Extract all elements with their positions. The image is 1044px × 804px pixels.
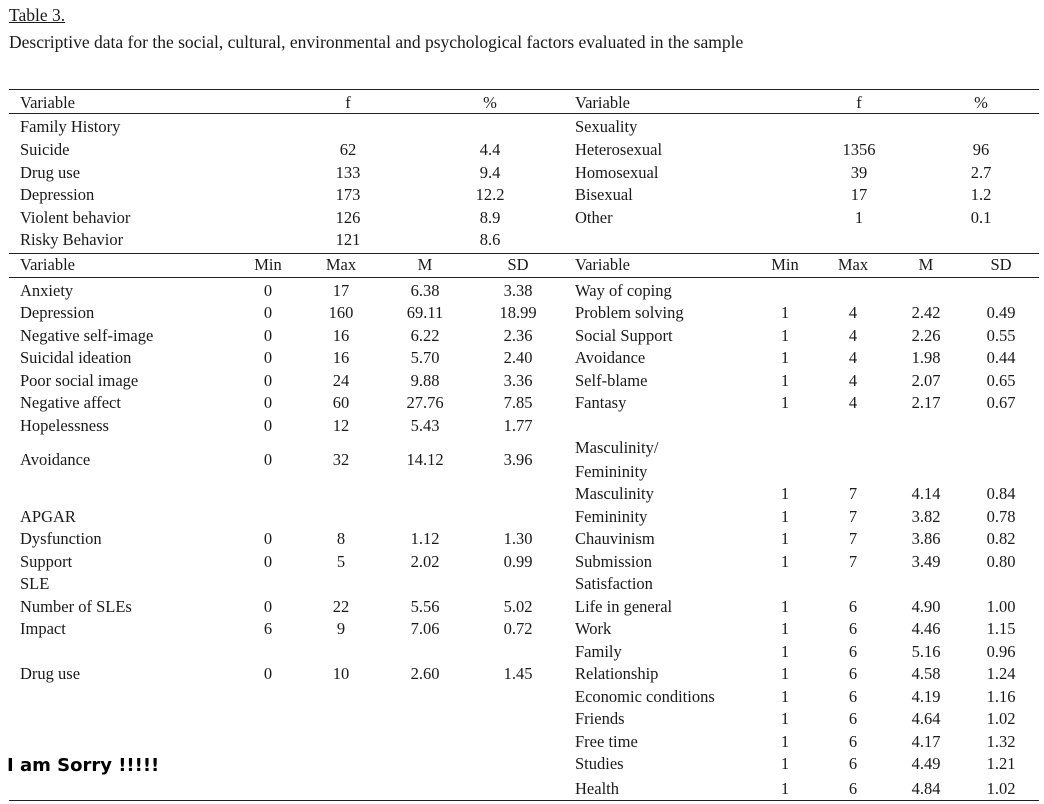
column-header-min: Min — [254, 255, 282, 274]
column-header-m: M — [918, 255, 934, 274]
rule-mid — [9, 253, 1039, 254]
table-caption: Descriptive data for the social, cultural, environmental and psychological factors evaluated in the sample — [9, 32, 744, 52]
cell-max: 6 — [848, 664, 858, 683]
row-label: Family — [575, 642, 622, 661]
column-header-variable: Variable — [20, 93, 75, 112]
cell-sd: 3.96 — [503, 450, 533, 469]
cell-sd: 1.45 — [503, 664, 533, 683]
cell-mean: 4.14 — [911, 484, 941, 503]
cell-sd: 0.96 — [986, 642, 1016, 661]
cell-mean: 2.17 — [911, 393, 941, 412]
cell-sd: 0.78 — [986, 507, 1016, 526]
row-label: Impact — [20, 619, 66, 638]
row-label: Suicidal ideation — [20, 348, 132, 367]
cell-sd: 0.82 — [986, 529, 1016, 548]
row-label: Number of SLEs — [20, 597, 132, 616]
cell-max: 32 — [332, 450, 350, 469]
section-heading-femininity: Femininity — [575, 462, 648, 481]
cell-mean: 2.26 — [911, 326, 941, 345]
section-heading-satisfaction: Satisfaction — [575, 574, 653, 593]
cell-max: 8 — [336, 529, 346, 548]
cell-max: 7 — [848, 507, 858, 526]
column-header-max: Max — [837, 255, 869, 274]
cell-min: 1 — [780, 552, 790, 571]
cell-max: 6 — [848, 642, 858, 661]
cell-min: 6 — [263, 619, 273, 638]
cell-min: 1 — [780, 779, 790, 798]
cell-sd: 1.16 — [986, 687, 1016, 706]
cell-min: 0 — [263, 371, 273, 390]
cell-mean: 9.88 — [410, 371, 440, 390]
cell-mean: 2.07 — [911, 371, 941, 390]
cell-max: 16 — [332, 326, 350, 345]
cell-min: 1 — [780, 348, 790, 367]
cell-min: 1 — [780, 597, 790, 616]
row-label: Life in general — [575, 597, 673, 616]
cell-frequency: 17 — [850, 185, 868, 204]
cell-min: 0 — [263, 303, 273, 322]
cell-min: 0 — [263, 450, 273, 469]
cell-frequency: 173 — [335, 185, 361, 204]
row-label: Masculinity — [575, 484, 654, 503]
cell-mean: 6.38 — [410, 281, 440, 300]
rule-bottom — [9, 800, 1039, 801]
cell-percent: 96 — [972, 140, 990, 159]
cell-max: 160 — [328, 303, 354, 322]
cell-max: 6 — [848, 687, 858, 706]
table-title: Table 3. — [9, 5, 66, 25]
cell-percent: 0.1 — [970, 207, 992, 227]
cell-max: 6 — [848, 709, 858, 728]
row-label: Suicide — [20, 140, 70, 159]
cell-frequency: 62 — [339, 140, 357, 159]
cell-sd: 2.40 — [503, 348, 533, 367]
row-label: Depression — [20, 303, 95, 322]
cell-max: 6 — [848, 619, 858, 638]
cell-min: 1 — [780, 754, 790, 773]
row-label: Anxiety — [20, 281, 74, 300]
cell-max: 10 — [332, 664, 350, 683]
column-header-sd: SD — [990, 255, 1012, 274]
row-label: Drug use — [20, 162, 81, 182]
cell-min: 1 — [780, 371, 790, 390]
rule-header-1 — [9, 113, 1039, 114]
cell-percent: 12.2 — [475, 185, 505, 204]
cell-max: 17 — [332, 281, 350, 300]
section-heading-family-history: Family History — [20, 117, 121, 136]
row-label: Other — [575, 207, 613, 227]
row-label: Bisexual — [575, 185, 633, 204]
cell-frequency: 1 — [854, 207, 864, 227]
cell-max: 4 — [848, 371, 858, 390]
column-header-variable: Variable — [575, 93, 630, 112]
row-label: Homosexual — [575, 162, 659, 182]
cell-mean: 3.86 — [911, 529, 941, 548]
cell-max: 6 — [848, 597, 858, 616]
rule-header-2 — [9, 277, 1039, 278]
cell-sd: 18.99 — [499, 303, 537, 322]
section-heading-sle: SLE — [20, 574, 50, 593]
row-label: Social Support — [575, 326, 673, 345]
cell-min: 0 — [263, 281, 273, 300]
row-label: Avoidance — [20, 450, 91, 469]
cell-sd: 0.67 — [986, 393, 1016, 412]
column-header-variable: Variable — [20, 255, 75, 274]
row-label: Self-blame — [575, 371, 648, 390]
row-label: Work — [575, 619, 612, 638]
cell-mean: 2.02 — [410, 552, 440, 571]
cell-min: 1 — [780, 529, 790, 548]
cell-min: 0 — [263, 326, 273, 345]
row-label: Negative affect — [20, 393, 121, 412]
cell-sd: 0.65 — [986, 371, 1016, 390]
cell-mean: 4.17 — [911, 732, 941, 751]
cell-mean: 4.19 — [911, 687, 941, 706]
cell-min: 0 — [263, 664, 273, 683]
cell-max: 22 — [332, 597, 350, 616]
cell-min: 0 — [263, 529, 273, 548]
cell-sd: 0.44 — [986, 348, 1016, 367]
section-heading-masculinity: Masculinity/ — [575, 438, 659, 457]
cell-mean: 4.84 — [911, 779, 941, 798]
cell-min: 0 — [263, 597, 273, 616]
column-header-max: Max — [325, 255, 357, 274]
cell-mean: 5.16 — [911, 642, 941, 661]
cell-sd: 2.36 — [503, 326, 533, 345]
row-label: Support — [20, 552, 73, 571]
cell-min: 1 — [780, 484, 790, 503]
cell-mean: 3.49 — [911, 552, 941, 571]
row-label: Hopelessness — [20, 416, 109, 435]
cell-mean: 4.49 — [911, 754, 941, 773]
row-label: Risky Behavior — [20, 230, 124, 249]
row-label: Friends — [575, 709, 625, 728]
cell-mean: 5.70 — [410, 348, 440, 367]
cell-min: 1 — [780, 709, 790, 728]
row-label: Submission — [575, 552, 653, 571]
cell-sd: 0.55 — [986, 326, 1016, 345]
column-header-min: Min — [771, 255, 799, 274]
cell-mean: 5.56 — [410, 597, 440, 616]
cell-min: 1 — [780, 303, 790, 322]
row-label: Chauvinism — [575, 529, 655, 548]
cell-sd: 0.84 — [986, 484, 1016, 503]
cell-min: 0 — [263, 416, 273, 435]
cell-percent: 1.2 — [970, 185, 992, 204]
row-label: Economic conditions — [575, 687, 715, 706]
cell-min: 1 — [780, 687, 790, 706]
cell-mean: 14.12 — [406, 450, 444, 469]
cell-mean: 2.60 — [410, 664, 440, 683]
cell-min: 0 — [263, 348, 273, 367]
rule-top — [9, 89, 1039, 90]
cell-percent: 4.4 — [479, 140, 501, 159]
cell-sd: 1.15 — [986, 619, 1016, 638]
cell-percent: 8.6 — [479, 230, 501, 249]
cell-max: 4 — [848, 348, 858, 367]
cell-min: 1 — [780, 326, 790, 345]
row-label: Depression — [20, 185, 95, 204]
cell-frequency: 39 — [850, 162, 868, 182]
cell-sd: 5.02 — [503, 597, 533, 616]
section-heading-sexuality: Sexuality — [575, 117, 638, 136]
row-label: Heterosexual — [575, 140, 663, 159]
column-header-percent: % — [974, 93, 988, 112]
cell-sd: 1.77 — [503, 416, 533, 435]
cell-mean: 4.46 — [911, 619, 941, 638]
overlay-text: I am Sorry !!!!! — [7, 755, 160, 776]
cell-min: 1 — [780, 732, 790, 751]
cell-sd: 3.38 — [503, 281, 533, 300]
cell-max: 4 — [848, 303, 858, 322]
cell-sd: 1.21 — [986, 754, 1016, 773]
cell-min: 1 — [780, 393, 790, 412]
cell-sd: 3.36 — [503, 371, 533, 390]
column-header-sd: SD — [507, 255, 529, 274]
cell-sd: 0.99 — [503, 552, 533, 571]
row-label: Negative self-image — [20, 326, 154, 345]
cell-min: 1 — [780, 642, 790, 661]
cell-frequency: 121 — [335, 230, 361, 249]
cell-sd: 1.02 — [986, 709, 1016, 728]
row-label: Studies — [575, 754, 624, 773]
cell-mean: 7.06 — [410, 619, 440, 638]
cell-max: 6 — [848, 754, 858, 773]
cell-frequency: 133 — [335, 162, 361, 182]
cell-sd: 1.30 — [503, 529, 533, 548]
row-label: Health — [575, 779, 619, 798]
cell-frequency: 1356 — [842, 140, 876, 159]
cell-percent: 9.4 — [479, 162, 501, 182]
cell-max: 4 — [848, 393, 858, 412]
cell-mean: 6.22 — [410, 326, 440, 345]
cell-max: 16 — [332, 348, 350, 367]
cell-max: 6 — [848, 779, 858, 798]
cell-sd: 1.00 — [986, 597, 1016, 616]
cell-max: 60 — [332, 393, 350, 412]
row-label: Violent behavior — [20, 207, 131, 227]
row-label: Fantasy — [575, 393, 627, 412]
cell-sd: 1.02 — [986, 779, 1016, 798]
cell-mean: 1.98 — [911, 348, 941, 367]
cell-max: 7 — [848, 529, 858, 548]
cell-frequency: 126 — [335, 207, 361, 227]
cell-sd: 0.80 — [986, 552, 1016, 571]
cell-min: 1 — [780, 619, 790, 638]
cell-max: 5 — [336, 552, 346, 571]
cell-min: 1 — [780, 507, 790, 526]
cell-mean: 3.82 — [911, 507, 941, 526]
section-heading-way-of-coping: Way of coping — [575, 281, 672, 300]
row-label: Relationship — [575, 664, 659, 683]
cell-mean: 4.90 — [911, 597, 941, 616]
cell-max: 9 — [336, 619, 346, 638]
column-header-f: f — [345, 93, 351, 112]
cell-sd: 7.85 — [503, 393, 533, 412]
cell-max: 6 — [848, 732, 858, 751]
row-label: Femininity — [575, 507, 648, 526]
cell-max: 24 — [332, 371, 350, 390]
row-label: Avoidance — [575, 348, 646, 367]
cell-mean: 69.11 — [406, 303, 444, 322]
cell-sd: 0.72 — [503, 619, 533, 638]
section-heading-apgar: APGAR — [20, 507, 76, 526]
column-header-f: f — [856, 93, 862, 112]
cell-max: 7 — [848, 552, 858, 571]
cell-mean: 5.43 — [410, 416, 440, 435]
row-label: Problem solving — [575, 303, 684, 322]
column-header-percent: % — [483, 93, 497, 112]
cell-min: 1 — [780, 664, 790, 683]
cell-percent: 2.7 — [970, 162, 992, 182]
cell-mean: 4.64 — [911, 709, 941, 728]
cell-max: 7 — [848, 484, 858, 503]
cell-max: 12 — [332, 416, 350, 435]
row-label: Dysfunction — [20, 529, 102, 548]
cell-max: 4 — [848, 326, 858, 345]
column-header-variable: Variable — [575, 255, 630, 274]
cell-mean: 2.42 — [911, 303, 941, 322]
cell-min: 0 — [263, 393, 273, 412]
cell-mean: 27.76 — [406, 393, 444, 412]
cell-sd: 0.49 — [986, 303, 1016, 322]
cell-mean: 1.12 — [410, 529, 440, 548]
row-label: Free time — [575, 732, 638, 751]
cell-min: 0 — [263, 552, 273, 571]
cell-sd: 1.24 — [986, 664, 1016, 683]
cell-sd: 1.32 — [986, 732, 1016, 751]
row-label: Poor social image — [20, 371, 139, 390]
row-label: Drug use — [20, 664, 81, 683]
cell-mean: 4.58 — [911, 664, 941, 683]
column-header-m: M — [417, 255, 433, 274]
cell-percent: 8.9 — [479, 207, 501, 227]
